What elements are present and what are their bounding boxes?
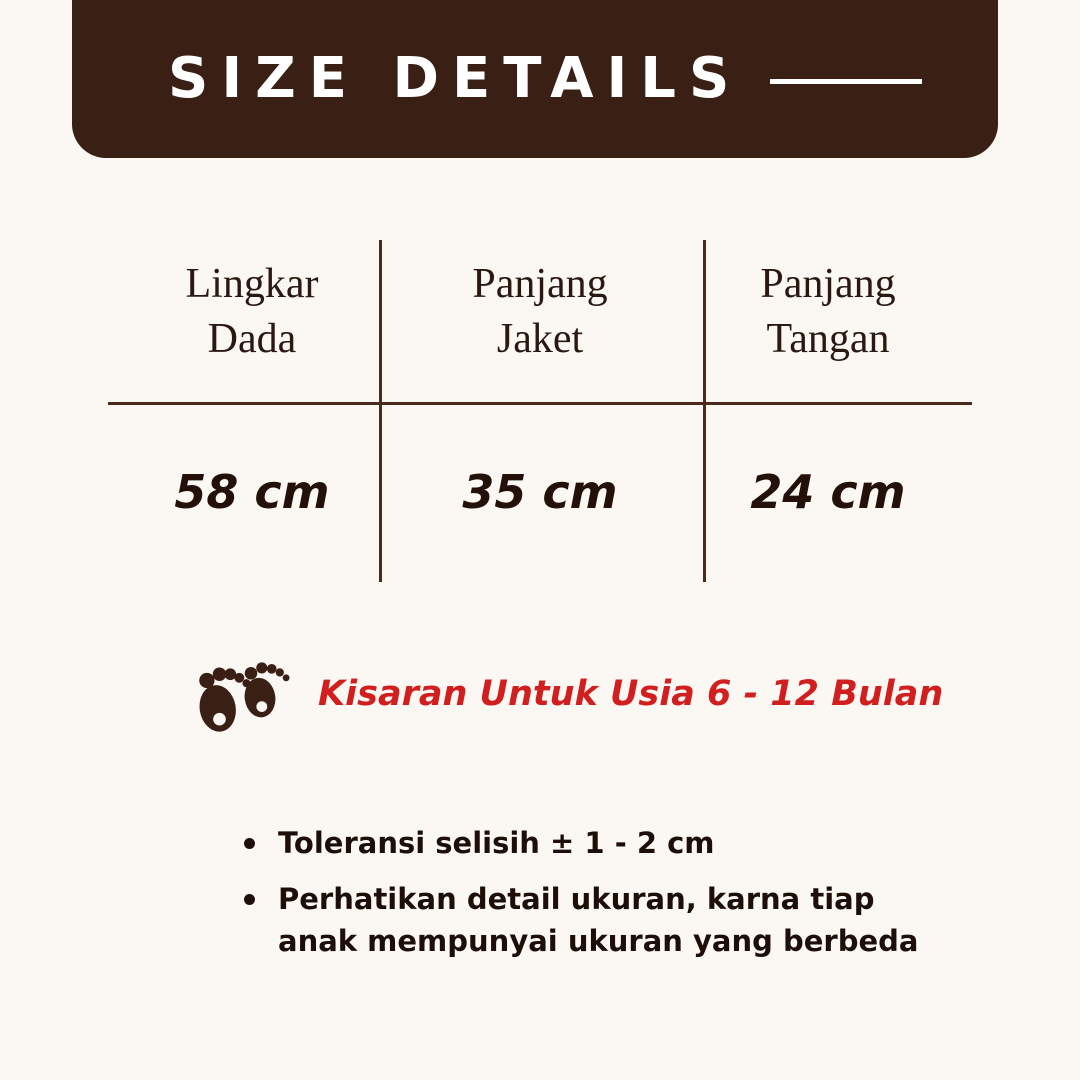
table-vertical-divider-2 [703, 240, 706, 582]
notes-list [236, 822, 956, 976]
table-cell-sleeve-value: 24 cm [750, 465, 906, 519]
table-vertical-divider-1 [379, 240, 382, 582]
header-chest-line1: Lingkar [185, 260, 319, 307]
table-header-cell-jacket-length [396, 222, 684, 402]
header-jacket-line2: Jaket [496, 316, 584, 362]
table-horizontal-divider [108, 402, 972, 405]
header-banner [72, 0, 998, 158]
header-sleeve-line2: Tangan [766, 316, 890, 362]
table-cell-chest-value: 58 cm [174, 465, 330, 519]
header-divider-line [770, 79, 922, 84]
list-item: Perhatikan detail ukuran, karna tiap anak mempunyai ukuran yang berbeda [236, 878, 956, 962]
header-chest-line2: Dada [207, 316, 297, 362]
table-header-cell-chest [108, 222, 396, 402]
header-jacket-line1: Panjang [472, 260, 608, 307]
table-value-row [108, 402, 972, 582]
age-range-text: Kisaran Untuk Usia 6 - 12 Bulan [318, 674, 944, 714]
table-cell-jacket-value: 35 cm [462, 465, 618, 519]
list-item: Toleransi selisih ± 1 - 2 cm [236, 822, 956, 864]
table-header-cell-sleeve-length [684, 222, 972, 402]
header-sleeve-line1: Panjang [760, 260, 896, 307]
baby-footprints-icon [188, 640, 296, 748]
table-header-row [108, 222, 972, 402]
age-range-note [188, 640, 943, 748]
size-table [108, 222, 972, 582]
page-title: SIZE DETAILS [168, 46, 743, 111]
